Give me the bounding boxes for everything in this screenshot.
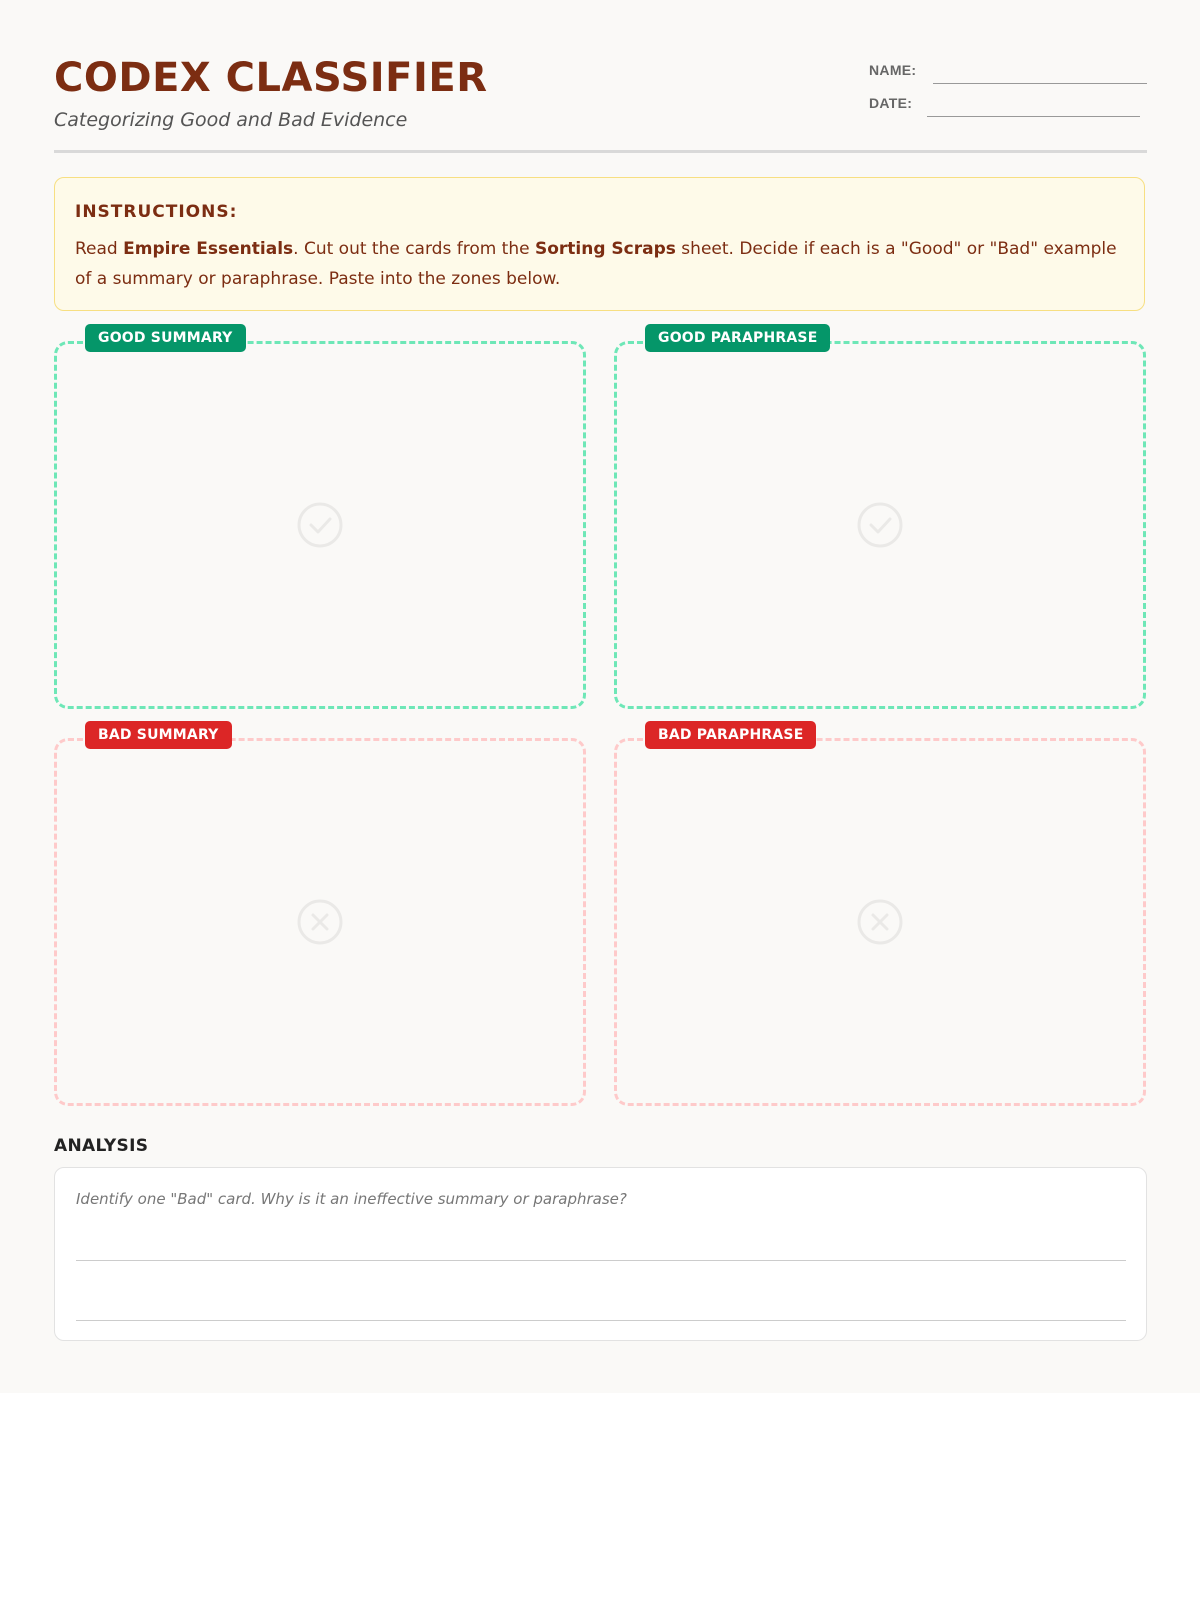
zone-good-paraphrase[interactable] <box>614 330 1146 709</box>
instructions-bold-2: Sorting Scraps <box>534 239 676 259</box>
name-label: NAME: <box>869 62 917 78</box>
check-circle-icon <box>856 501 904 549</box>
x-circle-icon <box>296 898 344 946</box>
name-write-line[interactable] <box>933 83 1147 84</box>
date-write-line[interactable] <box>927 116 1140 117</box>
instructions-part-1: Read <box>75 239 124 259</box>
page-subtitle: Categorizing Good and Bad Evidence <box>54 109 408 131</box>
analysis-heading: ANALYSIS <box>54 1136 149 1156</box>
instructions-bold-1: Empire Essentials <box>123 239 294 259</box>
name-field[interactable] <box>869 58 1147 84</box>
x-circle-icon <box>856 898 904 946</box>
analysis-prompt: Identify one "Bad" card. Why is it an ineffective summary or paraphrase? <box>76 1190 627 1208</box>
analysis-write-line[interactable] <box>76 1320 1126 1321</box>
zone-tag-bad-paraphrase: BAD PARAPHRASE <box>645 721 816 749</box>
zone-tag-good-paraphrase: GOOD PARAPHRASE <box>645 324 830 352</box>
zone-tag-bad-summary: BAD SUMMARY <box>85 721 232 749</box>
zone-good-summary[interactable] <box>54 330 586 709</box>
date-label: DATE: <box>869 95 913 111</box>
date-field[interactable] <box>869 91 1147 117</box>
page-title: CODEX CLASSIFIER <box>54 55 488 101</box>
analysis-box[interactable] <box>54 1167 1147 1341</box>
zone-bad-paraphrase[interactable] <box>614 727 1146 1106</box>
analysis-write-line[interactable] <box>76 1260 1126 1261</box>
check-circle-icon <box>296 501 344 549</box>
zone-tag-good-summary: GOOD SUMMARY <box>85 324 246 352</box>
instructions-part-3: sheet. Decide if each is a "Good" or "Bad" example of a summary or paraphrase. Paste into the zones below. <box>75 239 1117 289</box>
instructions-text <box>75 234 1124 294</box>
instructions-box <box>54 177 1145 311</box>
instructions-part-2: . Cut out the cards from the <box>293 239 535 259</box>
worksheet-header <box>54 54 1147 153</box>
zone-bad-summary[interactable] <box>54 727 586 1106</box>
instructions-heading: INSTRUCTIONS: <box>75 202 238 222</box>
